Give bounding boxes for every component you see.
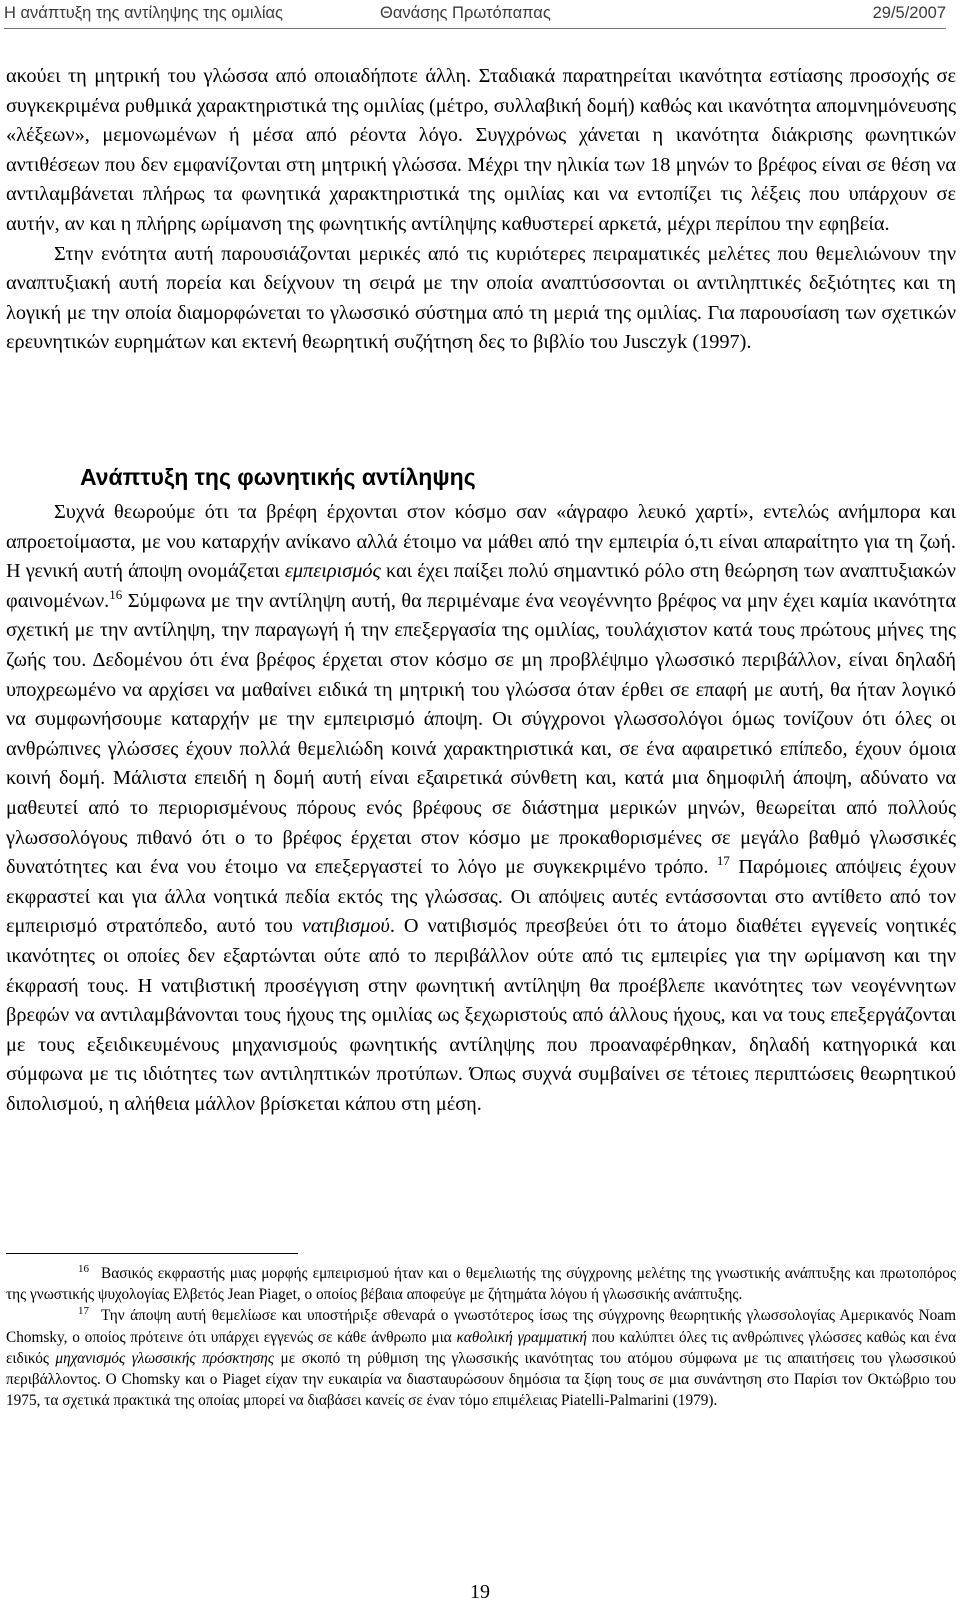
section-paragraph bbox=[6, 498, 956, 1119]
intro-paragraph-2: Στην ενότητα αυτή παρουσιάζονται μερικές από τις κυριότερες πειραματικές μελέτες που θεμελιώνουν την αναπτυξιακή αυτή πορεία και δείχνουν τη σειρά με την οποία αναπτύσσονται οι αντιληπτικές δεξιότητες και τη λογική με την οποία διαμορφώνεται το γλωσσικό σύστημα από τη μεριά της ομιλίας. Για παρουσίαση των σχετικών ερευνητικών ευρημάτων και εκτενή θεωρητική συζήτηση δες το βιβλίο του Jusczyk (1997). bbox=[6, 242, 956, 354]
section-text-part-3: Σύμφωνα με την αντίληψη αυτή, θα περιμέναμε ένα νεογέννητο βρέφος να μην έχει καμία ικανότητα σχετική με την αντίληψη, την παραγωγή ή την επεξεργασία της ομιλίας, τουλάχιστον κατά τους πρώτους μήνες της ζωής του. Δεδομένου ότι ένα βρέφος έρχεται στον κόσμο σε μη προβλέψιμο γλωσσικό περιβάλλον, είναι δηλαδή υποχρεωμένο να αρχίσει να μαθαίνει ειδικά τη μητρική του γλώσσα όταν έρθει σε επαφή με αυτή, θα ήταν λογικό να συμφωνήσουμε καταρχήν με την εμπειρισμό άποψη. Οι σύγχρονοι γλωσσολόγοι όμως τονίζουν ότι όλες οι ανθρώπινες γλώσσες έχουν πολλά θεμελιώδη κοινά χαρακτηριστικά και, σε ένα αφαιρετικό επίπεδο, έχουν όμοια κοινή δομή. Μάλιστα επειδή η δομή αυτή είναι εξαιρετικά σύνθετη και, κατά μια δημοφιλή άποψη, αδύνατο να μαθευτεί από το περιορισμένους πόρους ενός βρέφους σε διάστημα μερικών μηνών, θεωρείται από πολλούς γλωσσολόγους πιθανό ότι ο το βρέφος έρχεται στον κόσμο με προκαθορισμένες σε μεγάλο βαθμό γλωσσικές δυνατότητες και ένα νου έτοιμο να επεξεργαστεί το λόγο με συγκεκριμένο τρόπο. bbox=[6, 589, 956, 879]
footnote-17-text-b: που καλύπτει όλες τις ανθρώπινες γλώσσες καθώς και ένα ειδικός bbox=[6, 1328, 956, 1367]
footnote-ref-17[interactable]: 17 bbox=[716, 853, 730, 869]
page-number: 19 bbox=[470, 1581, 490, 1603]
term-empiricism: εμπειρισμός bbox=[284, 560, 381, 583]
footnote-17-text-c: με σκοπό τη ρύθμιση της γλωσσικής ικανότητας του ατόμου σύμφωνα με τις απαιτήσεις του γλωσσικού περιβάλλοντος. Ο Chomsky και ο Piaget είχαν την ευκαιρία να διασταυρώσουν δημόσια τα ξίφη τους σε μια συνάντηση στο Παρίσι τον Οκτώβριο του 1975, τα σχετικά πρακτικά της οποίας μπορεί να διαβάσει κανείς σε έναν τόμο επιμέλειας Piatelli-Palmarini (1979). bbox=[6, 1349, 956, 1410]
header-date: 29/5/2007 bbox=[872, 4, 946, 22]
footnote-16-marker: 16 bbox=[78, 1263, 89, 1275]
intro-text bbox=[6, 62, 956, 358]
running-header bbox=[4, 0, 946, 29]
footnote-17-term-universal-grammar: καθολική γραμματική bbox=[456, 1328, 588, 1346]
term-nativism: νατιβισμού bbox=[301, 915, 390, 938]
footnote-17-text-a: Την άποψη αυτή θεμελίωσε και υποστήριξε σθεναρά ο γνωστότερος ίσως της σύγχρονης θεωρητικής γλωσσολογίας Αμερικανός Noam Chomsky, ο οποίος πρότεινε ότι υπάρχει εγγενώς σε κάθε άνθρωπο μια bbox=[6, 1307, 956, 1346]
section-text bbox=[6, 498, 956, 1119]
footnotes bbox=[6, 1263, 956, 1411]
footnote-17-term-acquisition-device: μηχανισμός γλωσσικής πρόσκτησης bbox=[55, 1349, 275, 1367]
footnote-16 bbox=[6, 1263, 956, 1305]
section-heading: Ανάπτυξη της φωνητικής αντίληψης bbox=[80, 464, 476, 490]
section-text-part-5: . Ο νατιβισμός πρεσβεύει ότι το άτομο διαθέτει εγγενείς νοητικές ικανότητες οι οποίες δεν εξαρτώνται ούτε από το περιβάλλον ούτε από τις εμπειρίες για την ωρίμανση και την έκφρασή τους. Η νατιβιστική προσέγγιση στην φωνητική αντίληψη θα προέβλεπε ικανότητες των νεογέννητων βρεφών να αντιλαμβάνονται τους ήχους της ομιλίας ως ξεχωριστούς από άλλους ήχους, και να τους επεξεργάζονται με τους εξειδικευμένους μηχανισμούς φωνητικής αντίληψης που προαναφέρθηκαν, δηλαδή κατηγορικά και σύμφωνα με τις ιδιότητες των αντιληπτικών προτύπων. Όπως συχνά συμβαίνει σε τέτοιες περιπτώσεις θεωρητικού διπολισμού, η αλήθεια μάλλον βρίσκεται κάπου στη μέση. bbox=[6, 915, 956, 1115]
footnote-17 bbox=[6, 1305, 956, 1411]
section-text-part-4: Παρόμοιες απόψεις έχουν εκφραστεί και για άλλα νοητικά πεδία εκτός της γλώσσας. Οι απόψεις αυτές εντάσσονται στο αντίθετο από τον εμπειρισμό στρατόπεδο, αυτό του bbox=[6, 856, 956, 938]
section-text-part-2: και έχει παίξει πολύ σημαντικό ρόλο στη θεώρηση των αναπτυξιακών φαινομένων. bbox=[6, 560, 956, 612]
header-document-title: Η ανάπτυξη της αντίληψης της ομιλίας bbox=[4, 4, 283, 22]
section-text-part-1: Συχνά θεωρούμε ότι τα βρέφη έρχονται στον κόσμο σαν «άγραφο λευκό χαρτί», εντελώς ανήμπορα και απροετοίμαστα, με νου καταρχήν ανίκανο αλλά έτοιμο να μάθει από την εμπειρία ό,τι είναι απαραίτητο για τη ζωή. Η γενική αυτή άποψη ονομάζεται bbox=[6, 501, 956, 583]
footnote-17-marker: 17 bbox=[78, 1305, 89, 1318]
footnote-ref-16[interactable]: 16 bbox=[109, 586, 123, 602]
footnote-16-text: Βασικός εκφραστής μιας μορφής εμπειρισμού ήταν και ο θεμελιωτής της σύγχρονης μελέτης της γνωστικής ανάπτυξης και πρωτοπόρος της γνωστικής ψυχολογίας Ελβετός Jean Piaget, ο οποίος βέβαια αποφεύγε με ζήτημάτα λόγου ή γλωσσικής ανάπτυξης. bbox=[6, 1265, 956, 1304]
footnote-divider bbox=[6, 1253, 298, 1254]
header-author: Θανάσης Πρωτόπαπας bbox=[380, 4, 551, 22]
intro-paragraph-1: ακούει τη μητρική του γλώσσα από οποιαδήποτε άλλη. Σταδιακά παρατηρείται ικανότητα εστίασης προσοχής σε συγκεκριμένα ρυθμικά χαρακτηριστικά της ομιλίας (μέτρο, συλλαβική δομή) καθώς και ικανότητα απομνημόνευσης «λέξεων», μεμονωμένων ή μέσα από ρέοντα λόγο. Συγχρόνως χάνεται η ικανότητα διάκρισης φωνητικών αντιθέσεων που δεν εμφανίζονται στη μητρική γλώσσα. Μέχρι την ηλικία των 18 μηνών το βρέφος είναι σε θέση να αντιλαμβάνεται πλήρως τα φωνητικά χαρακτηριστικά της ομιλίας και να εντοπίζει τις λέξεις που υπάρχουν σε αυτήν, αν και η πλήρης ωρίμανση της φωνητικής αντίληψης καθυστερεί αρκετά, μέχρι περίπου την εφηβεία. bbox=[6, 65, 956, 235]
